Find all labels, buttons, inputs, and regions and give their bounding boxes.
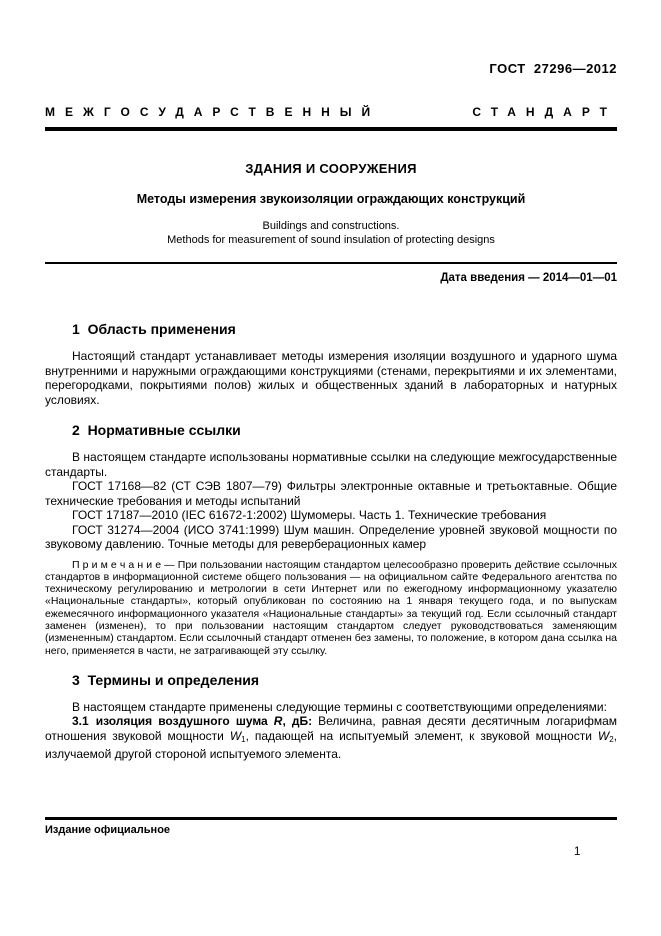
note-label: П р и м е ч а н и е [72,558,162,571]
standard-type-heading [45,105,617,119]
title-rule [45,262,617,264]
doc-code: ГОСТ 27296—2012 [489,61,617,76]
symbol-w1: W [229,728,242,743]
section-3-paragraph: В настоящем стандарте применены следующие термины с соответствующими определениями: [72,699,607,714]
title-english [45,219,617,247]
term-name: изоляция воздушного шума [95,714,274,729]
section-2-heading: 2 Нормативные ссылки [72,422,241,438]
standard-type-word-1: МЕЖГОСУДАРСТВЕННЫЙ [45,105,381,119]
title-russian-main: ЗДАНИЯ И СООРУЖЕНИЯ [245,161,417,176]
header-rule [45,127,617,131]
official-edition-label: Издание официальное [45,824,171,836]
symbol-w1-subscript: 1 [241,734,246,744]
page-content [45,0,617,762]
footer-rule [45,817,617,820]
term-number: 3.1 [72,714,89,729]
title-english-line-2: Methods for measurement of sound insulation of protecting designs [167,234,495,246]
term-definition-text-3: , излучаемой другой стороной испытуемого элемента. [45,728,617,762]
standard-type-word-2: СТАНДАРТ [472,105,617,119]
page-number: 1 [574,846,581,858]
symbol-w2: W [597,728,610,743]
section-1-heading: 1 Область применения [72,321,236,337]
section-3-heading: 3 Термины и определения [72,671,260,688]
symbol-w2-subscript: 2 [609,734,614,744]
title-russian-sub: Методы измерения звукоизоляции ограждающих конструкций [136,192,526,206]
introduction-date: Дата введения — 2014—01—01 [440,272,617,284]
term-definition-text-1: Величина, равная десяти десятичным логарифмам отношения звуковой мощности [45,714,617,743]
title-english-line-1: Buildings and constructions. [262,220,400,232]
section-1-paragraph: Настоящий стандарт устанавливает методы измерения изоляции воздушного и ударного шума внутренними и наружными ограждающими конструкциями (стенами, перекрытиями и их элементами, перегородками, покрытиями полов) жилых и общественных зданий в лабораторных и натурных условиях. [45,349,617,407]
normative-reference-2: ГОСТ 17187—2010 (IEC 61672-1:2002) Шумомеры. Часть 1. Технические требования [72,508,547,522]
note-text: — При пользовании настоящим стандартом целесообразно проверить действие ссылочных стандартов в информационной системе общего пользования — на официальном сайте Федерального агентства по техническому регулированию и метрологии в сети Интернет или по ежегодному информационному указателю «Национальные стандарты», который опубликован по состоянию на 1 января текущего года, и по выпускам ежемесячного информационного указателя «Национальные стандарты» за текущий год. Если ссылочный стандарт заменен (изменен), то при пользовании настоящим стандартом следует руководствоваться заменяющим (измененным) стандартом. Если ссылочный стандарт отменен без замены, то положение, в котором дана ссылка на него, применяется в части, не затрагивающей эту ссылку. [45,558,617,657]
normative-reference-3: ГОСТ 31274—2004 (ИСО 3741:1999) Шум машин. Определение уровней звуковой мощности по звуковому давлению. Точные методы для реверберационных камер [45,522,617,551]
term-symbol-r: R [273,714,283,729]
note-paragraph [45,559,617,657]
term-definition-text-2: , падающей на испытуемый элемент, к звуковой мощности [245,728,598,743]
section-2-paragraph: В настоящем стандарте использованы нормативные ссылки на следующие межгосударственные стандарты. [45,450,617,479]
term-definition-3-1 [45,714,617,762]
term-unit: , дБ: [282,714,313,729]
normative-reference-1: ГОСТ 17168—82 (СТ СЭВ 1807—79) Фильтры электронные октавные и третьоктавные. Общие технические требования и методы испытаний [45,479,617,508]
